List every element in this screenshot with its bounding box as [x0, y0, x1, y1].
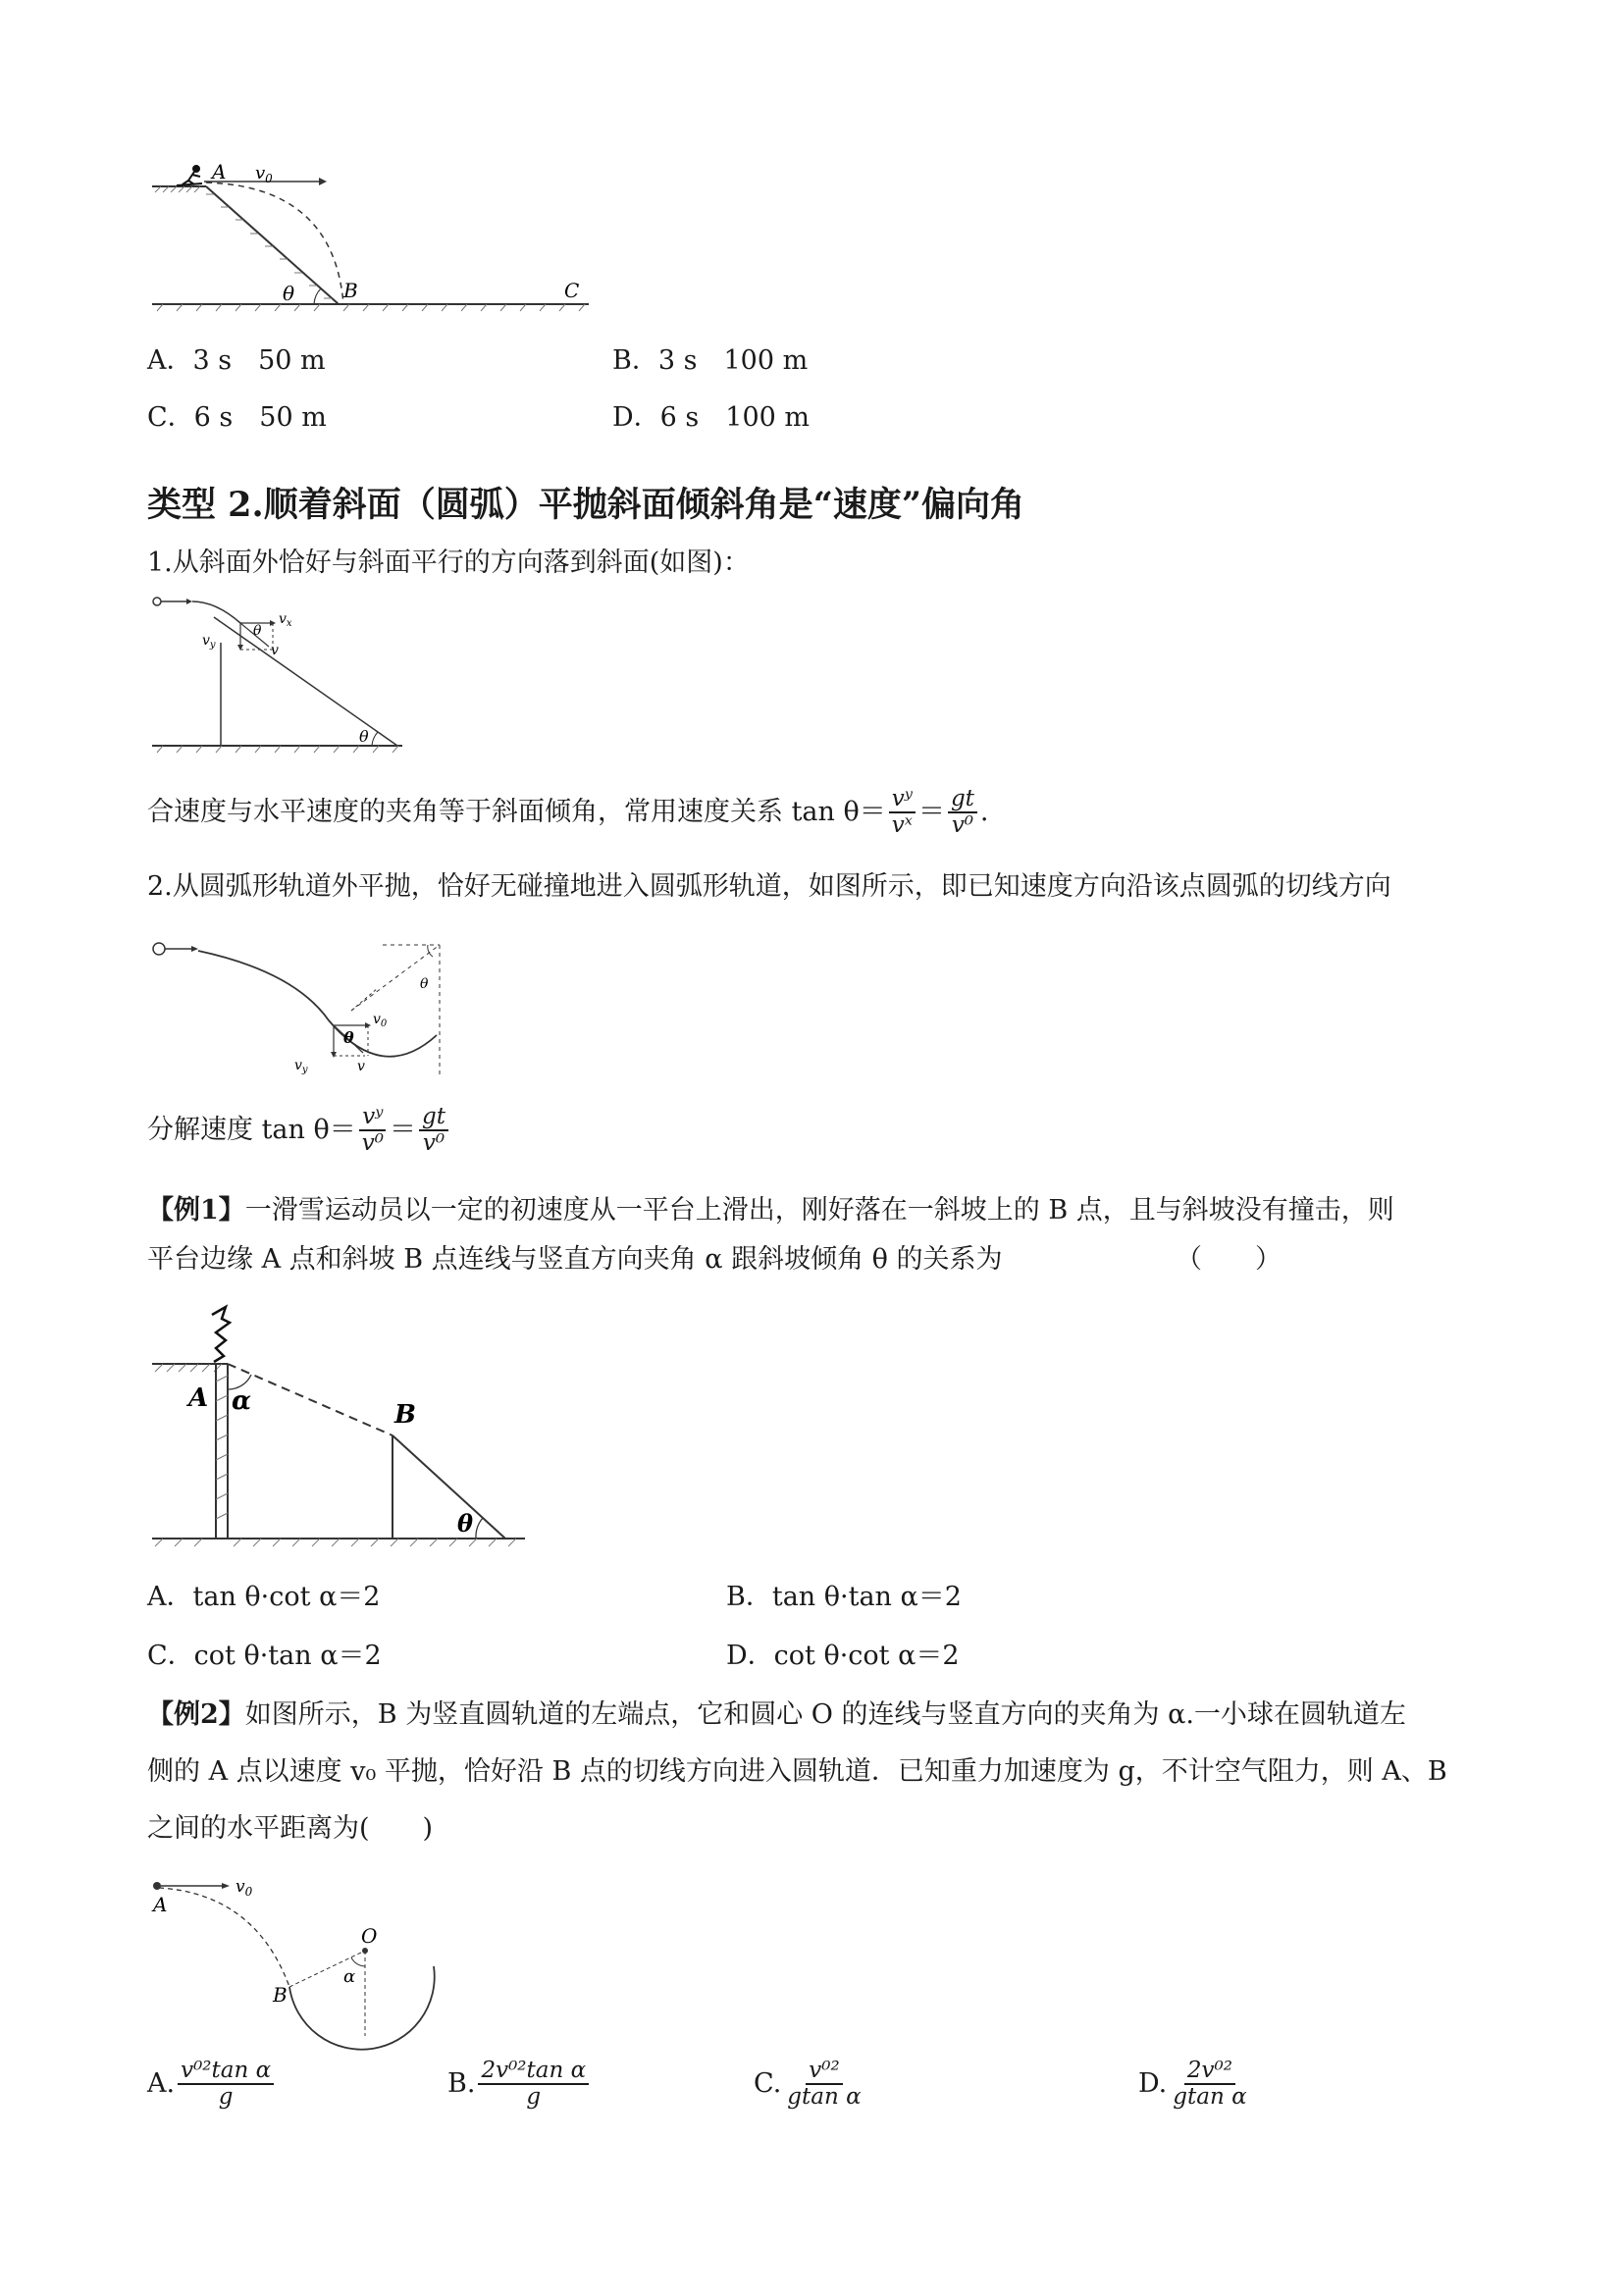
option-c: C．6 s 50 m	[147, 402, 327, 433]
label-theta: θ	[283, 282, 295, 305]
skier-icon	[177, 166, 202, 185]
ex1-option-b: B．tan θ·tan α＝2	[726, 1582, 962, 1612]
svg-text:vy: $v_y$	[294, 1058, 308, 1075]
figure-slope-velocity	[147, 594, 412, 756]
svg-text:v: v	[357, 1059, 365, 1074]
ex2-line1: 【例2】如图所示，B 为竖直圆轨道的左端点，它和圆心 O 的连线与竖直方向的夹角为 α.一小球在圆轨道左	[147, 1699, 1406, 1730]
svg-text:vy: $v_y$	[202, 633, 216, 651]
item1-relation: 合速度与水平速度的夹角等于斜面倾角，常用速度关系 tan θ＝ $\frac{\text{vʸ}}{\text{vˣ}}$ ＝ $\frac{gt}{\text{v⁰}}$ .	[147, 786, 989, 839]
svg-text:v0: $v_0$	[255, 163, 273, 185]
option-d: D．6 s 100 m	[612, 402, 810, 433]
figure-circle-track	[147, 1874, 451, 2061]
ex2-option-c: C. $\frac{\text{v⁰²}}{\text{gtan α}}$	[754, 2058, 862, 2111]
label-alpha: α	[232, 1386, 252, 1416]
item1-text: 1.从斜面外恰好与斜面平行的方向落到斜面(如图)：	[147, 548, 750, 578]
ex2-option-d: D. $\frac{\text{2v⁰²}}{\text{gtan α}}$	[1138, 2058, 1247, 2111]
section-title: 类型 2.顺着斜面（圆弧）平抛斜面倾斜角是“速度”偏向角	[147, 485, 1024, 525]
svg-text:v0: $v_0$	[373, 1012, 388, 1029]
label-C: C	[564, 279, 580, 302]
svg-text:v0: $v_0$	[236, 1877, 253, 1899]
label-B: B	[394, 1400, 416, 1430]
ex1-option-a: A．tan θ·cot α＝2	[147, 1582, 381, 1612]
ex2-option-a: A. $\frac{\text{v⁰²tan α}}{g}$	[147, 2059, 277, 2111]
option-a: A．3 s 50 m	[147, 345, 326, 376]
fraction-vy-vx: $\frac{\text{vʸ}}{\text{vˣ}}$	[889, 787, 916, 839]
ex1-answer-paren: （ ）	[1176, 1244, 1282, 1275]
svg-text:θ: θ	[343, 1028, 354, 1047]
ex2-option-b: B. $\frac{\text{2v⁰²tan α}}{g}$	[447, 2059, 592, 2111]
svg-text:vx: $v_x$	[279, 611, 292, 629]
figure-ski-slope	[147, 157, 599, 324]
item2-text: 2.从圆弧形轨道外平抛，恰好无碰撞地进入圆弧形轨道，如图所示，即已知速度方向沿该点圆弧的切线方向	[147, 871, 1391, 902]
label-alpha: α	[343, 1966, 356, 1987]
svg-text:v: v	[271, 643, 279, 658]
svg-text:θ: θ	[420, 976, 429, 992]
option-b: B．3 s 100 m	[612, 345, 809, 376]
label-A: A	[153, 1893, 168, 1916]
label-A: A	[188, 1383, 209, 1413]
ex1-line1: 【例1】一滑雪运动员以一定的初速度从一平台上滑出，刚好落在一斜坡上的 B 点，且与斜坡没有撞击，则	[147, 1195, 1394, 1226]
svg-text:θ: θ	[253, 623, 262, 639]
label-B: B	[343, 279, 358, 302]
label-A: A	[212, 160, 227, 183]
ex2-line2: 侧的 A 点以速度 v₀ 平抛，恰好沿 B 点的切线方向进入圆轨道．已知重力加速度为 g，不计空气阻力，则 A、B	[147, 1756, 1447, 1787]
skier-icon	[212, 1307, 230, 1362]
fraction-gt-v0: $\frac{gt}{\text{v⁰}}$	[948, 787, 977, 839]
ex1-option-d: D．cot θ·cot α＝2	[726, 1641, 960, 1671]
label-B: B	[273, 1983, 288, 2007]
figure-platform-slope	[147, 1293, 540, 1558]
svg-text:θ: θ	[359, 727, 369, 746]
item2-relation: 分解速度 tan θ＝ $\frac{\text{vʸ}}{\text{v⁰}}$ ＝ $\frac{gt}{\text{v⁰}}$	[147, 1105, 451, 1157]
figure-arc-track	[147, 937, 451, 1094]
label-O: O	[361, 1924, 378, 1948]
ex1-option-c: C．cot θ·tan α＝2	[147, 1641, 382, 1671]
ex2-line3: 之间的水平距离为( )	[147, 1813, 434, 1844]
ex1-line2: 平台边缘 A 点和斜坡 B 点连线与竖直方向夹角 α 跟斜坡倾角 θ 的关系为	[147, 1244, 1003, 1275]
label-theta: θ	[457, 1509, 474, 1538]
